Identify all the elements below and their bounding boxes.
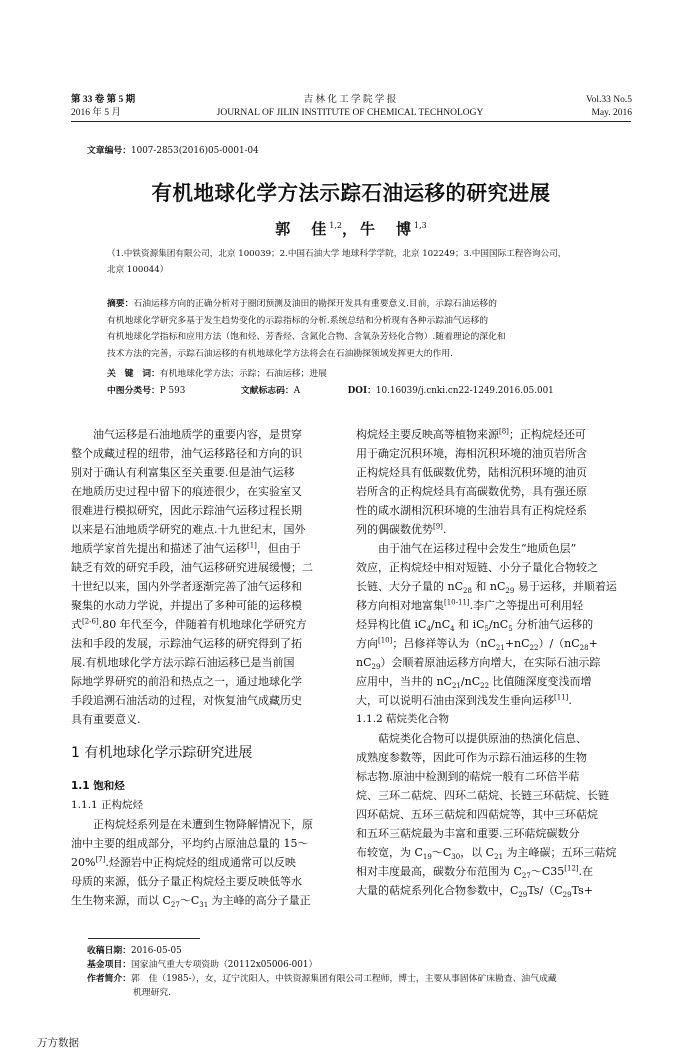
abstract-line: 有机地球化学研究多基于发生趋势变化的示踪指标的分析.系统总结和分析现有各种示踪油气运移的 [107, 315, 489, 326]
citation-ref: [12] [564, 864, 579, 873]
subsubsection-heading: 1.1.2 萜烷类化合物 [356, 713, 450, 725]
body-line: 用于确定沉积环境，海相沉积环境的油页岩所含 [356, 447, 587, 460]
citation-ref: [9] [433, 522, 443, 531]
volume-issue-en: Vol.33 No.5 [585, 95, 632, 105]
intro-line: 缺乏有效的研究手段，油气运移研究进展缓慢；二 [71, 561, 313, 574]
affiliation-line: （1.中铁资源集团有限公司，北京 100039；2.中国石油大学 地球科学学院，北京 102249；3.中国国际工程咨询公司， [107, 249, 567, 259]
body-line: 岩所含的正构烷烃具有高碳数优势，具有强还原 [356, 485, 587, 498]
header-rule [71, 121, 631, 122]
intro-line: 以来是石油地质学研究的难点.十九世纪末，国外 [71, 523, 306, 536]
author-bio-value-cont: 机理研究. [133, 988, 171, 998]
doc-code-label: 文献标志码： [240, 386, 294, 396]
citation-ref: [7] [95, 855, 106, 864]
body-line: 性的咸水湖相沉积环境的生油岩具有正构烷烃系 [356, 504, 587, 517]
section-heading-1: 1 有机地球化学示踪研究进展 [71, 745, 253, 761]
clc-value: P 593 [159, 386, 186, 396]
abstract [107, 296, 632, 362]
body-line: 成熟度参数等，因此可作为示踪石油运移的生物 [356, 751, 587, 764]
citation-ref: [10] [378, 636, 393, 645]
body-line: 生生物来源，而以 $C_{27}\sim C_{31}$ 为主峰的高分子量正 [71, 894, 311, 910]
doc-code-value: A [293, 386, 301, 396]
fund-label: 基金项目： [87, 960, 131, 970]
subsection-heading: 1.1 饱和烃 [71, 780, 125, 792]
intro-line: 十世纪以来，国内外学者逐渐完善了油气运移和 [71, 580, 302, 593]
intro-line: 法和手段的发展，示踪油气运移的研究得到了拓 [71, 637, 302, 650]
body-line: 大量的萜烷系列化合物参数中，$C_{29}Ts/(C_{29}Ts+$ [356, 884, 593, 900]
body-line-with-ref: 20%[7].烃源岩中正构烷烃的组成通常可以反映 [71, 855, 296, 869]
keywords-label: 关 键 词： [107, 369, 160, 379]
intro-line: 手段追溯石油活动的过程，对恢复油气成藏历史 [71, 694, 302, 707]
journal-name-en: JOURNAL OF JILIN INSTITUTE OF CHEMICAL TECHNOLOGY [216, 108, 484, 118]
citation-ref: [10-11] [444, 598, 470, 607]
received-label: 收稿日期： [87, 946, 131, 956]
author-name: 郭 佳 [275, 220, 330, 238]
abstract-line: 石油运移方向的正确分析对于圈闭预测及油田的勘探开发具有重要意义.目前，示踪石油运移的 [133, 299, 497, 309]
citation-ref: [1] [247, 541, 257, 550]
body-line: 相对丰度最高，碳数分布范围为 $C_{27}\sim C35[12]$.在 [356, 864, 594, 881]
wanfang-watermark: 万方数据 [37, 1037, 79, 1049]
intro-line: 在地质历史过程中留下的痕迹很少，在实验室又 [71, 485, 302, 498]
citation-ref: [11] [554, 693, 569, 702]
author-list: 郭 佳$^{1,2}$，牛 博$^{1,3}$ [275, 220, 427, 238]
body-line: 方向[10]；吕修祥等认为$(nC_{21}+nC_{22})/(nC_{28}+$ [356, 636, 598, 653]
intro-line: 具有重要意义. [71, 713, 141, 726]
body-line: 正构烷烃具有低碳数优势，陆相沉积环境的油页 [356, 466, 587, 479]
body-line: 和五环三萜烷最为丰富和重要.三环萜烷碳数分 [356, 827, 580, 840]
citation-ref: [2-6] [82, 617, 99, 626]
body-line: 萜烷类化合物可以提供原油的热演化信息、 [378, 732, 587, 745]
body-line: 效应，正构烷烃中相对短链、小分子量化合物较之 [356, 561, 598, 574]
body-line: 烃异构比值 $iC_4/nC_4$ 和 $iC_5/nC_5$ 分析油气运移的 [356, 618, 594, 634]
author-bio-value: 郭 佳（1985-），女，辽宁沈阳人，中铁资源集团有限公司工程师，博士，主要从事固体矿床勘查、油气成藏 [131, 974, 557, 984]
affiliation [107, 246, 632, 278]
author-affiliation-mark: 1,2 [329, 221, 342, 230]
keywords-value: 有机地球化学方法；示踪；石油运移；进展 [159, 369, 327, 379]
volume-issue-cn: 第 33 卷 第 5 期 [71, 95, 136, 105]
journal-name-cn: 吉 林 化 工 学 院 学 报 [303, 95, 397, 105]
body-line: 标志物.原油中检测到的萜烷一般有二环倍半萜 [356, 770, 580, 783]
received-value: 2016-05-05 [131, 946, 182, 956]
body-line: 油中主要的组成部分，平均约占原油总量的 15～ [71, 837, 309, 850]
author-affiliation-mark: 1,3 [414, 221, 427, 230]
footnote [87, 944, 632, 1000]
intro-line: 很难进行模拟研究，因此示踪油气运移过程长期 [71, 504, 302, 517]
intro-line-with-ref: 地质学家首先提出和描述了油气运移[1]，但由于 [71, 541, 301, 555]
body-line: 长链、大分子量的 $nC_{28}$ 和 $nC_{29}$ 易于运移，并顺着运 [356, 580, 617, 596]
date-en: May. 2016 [591, 108, 632, 118]
intro-line: 展.有机地球化学方法示踪石油运移已是当前国 [71, 656, 295, 669]
classification-line [107, 383, 632, 396]
right-column [356, 425, 633, 900]
intro-line: 油气运移是石油地质学的重要内容，是贯穿 [93, 428, 302, 441]
intro-line-with-ref: 式[2-6].80 年代至今，伴随着有机地球化学研究方 [71, 617, 307, 631]
doi-label: DOI： [347, 386, 376, 396]
body-line: 由于油气在运移过程中会发生“地质色层” [378, 542, 577, 555]
paper-title: 有机地球化学方法示踪石油运移的研究进展 [151, 181, 551, 205]
body-line: 四环萜烷、五环三萜烷和四萜烷等，其中三环萜烷 [356, 808, 598, 821]
body-line: 构烷烃主要反映高等植物来源[8]；正构烷烃还可 [356, 427, 586, 441]
intro-line: 整个成藏过程的纽带，油气运移路径和方向的识 [71, 447, 302, 460]
clc-label: 中图分类号： [107, 386, 160, 396]
date-cn: 2016 年 5 月 [71, 108, 121, 118]
citation-ref: [8] [499, 427, 509, 436]
keywords [107, 366, 632, 379]
header-right [520, 94, 632, 120]
footnote-rule [88, 938, 200, 939]
intro-line: 际地学界研究的前沿和热点之一，通过地球化学 [71, 675, 302, 688]
body-line: 大，可以说明石油由深到浅发生垂向运移[11]. [356, 693, 572, 707]
body-line: 正构烷烃系列是在未遭到生物降解情况下，原 [93, 818, 313, 831]
subsubsection-heading: 1.1.1 正构烷烃 [71, 799, 144, 811]
left-column [71, 425, 348, 910]
article-id-value: 1007-2853(2016)05-0001-04 [131, 146, 259, 156]
abstract-line: 有机地球化学指标和应用方法（饱和烃、芳香烃、含氮化合物、含氧杂芳烃化合物）.随着理论的深化和 [107, 332, 506, 342]
body-line: 列的偶碳数优势[9]. [356, 522, 447, 536]
article-id-label: 文章编号： [87, 146, 131, 156]
body-line: 布较宽，为 $C_{19}\sim C_{30}$，以 $C_{21}$ 为主峰碳；五环三萜烷 [356, 846, 617, 862]
body-line: 移方向相对地富集[10-11].李广之等提出可利用轻 [356, 598, 584, 612]
body-line: 应用中，当井的 $nC_{21}/nC_{22}$ 比值随深度变浅而增 [356, 675, 592, 691]
body-line: 烷、三环二萜烷、四环二萜烷、长链三环萜烷、长链 [356, 789, 609, 802]
body-line: $nC_{29}$）会顺着原油运移方向增大，在实际石油示踪 [356, 656, 601, 672]
fund-value: 国家油气重大专项资助（20112x05006-001） [131, 960, 318, 970]
author-name: 牛 博 [360, 220, 415, 238]
header-center [190, 94, 510, 120]
abstract-label: 摘要： [107, 299, 134, 309]
doi-value: 10.16039/j.cnki.cn22-1249.2016.05.001 [375, 386, 554, 396]
intro-line: 别对于确认有利富集区至关重要.但是油气运移 [71, 466, 295, 479]
body-line: 母质的来源，低分子量正构烷烃主要反映低等水 [71, 875, 302, 888]
affiliation-line: 北京 100044） [107, 265, 169, 275]
article-id [87, 143, 259, 156]
abstract-line: 技术方法的完善，示踪石油运移的有机地球化学方法将会在石油勘探领域发挥更大的作用. [107, 348, 453, 359]
intro-line: 聚集的水动力学说，并提出了多种可能的运移模 [71, 599, 302, 612]
header-left [71, 94, 135, 120]
author-bio-label: 作者简介： [87, 974, 131, 984]
